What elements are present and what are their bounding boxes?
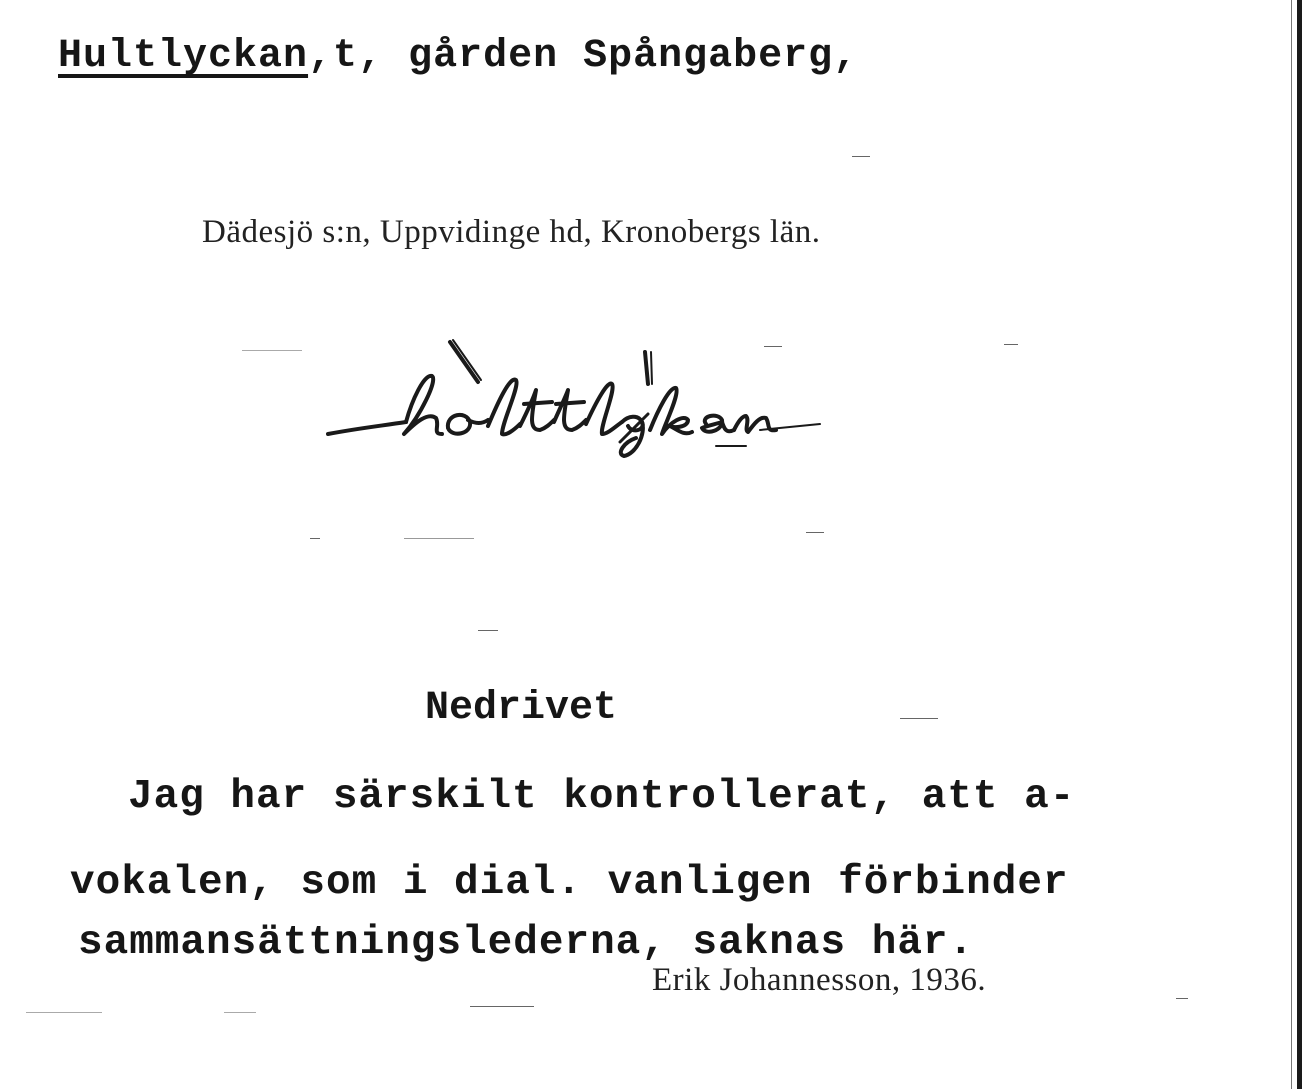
scan-speck [1004, 344, 1018, 345]
headword: Hultlyckan [58, 34, 309, 79]
headword-suffix: ,t, gården Spångaberg, [308, 34, 859, 79]
handwritten-phonetic-form [320, 330, 840, 470]
scan-speck [1176, 998, 1188, 999]
note-line: Jag har särskilt kontrollerat, att a- [128, 774, 1076, 820]
scan-speck [806, 532, 824, 533]
attribution: Erik Johannesson, 1936. [652, 962, 987, 998]
status-text: Nedrivet [425, 686, 618, 731]
parish-line: Dädesjö s:n, Uppvidinge hd, Kronobergs län. [202, 214, 821, 250]
headword-line [58, 34, 858, 79]
scan-speck [310, 538, 320, 539]
scan-speck [404, 538, 474, 539]
scan-speck [900, 718, 938, 719]
scan-speck [242, 350, 302, 351]
card-edge-shadow [1291, 0, 1292, 1089]
scan-speck [852, 156, 870, 157]
card-right-edge [1297, 0, 1302, 1089]
scan-speck [224, 1012, 256, 1013]
note-line: sammansättningslederna, saknas här. [78, 920, 975, 966]
note-line: vokalen, som i dial. vanligen förbinder [70, 860, 1069, 906]
scan-speck [478, 630, 498, 631]
scan-speck [470, 1006, 534, 1007]
scan-speck [26, 1012, 102, 1013]
